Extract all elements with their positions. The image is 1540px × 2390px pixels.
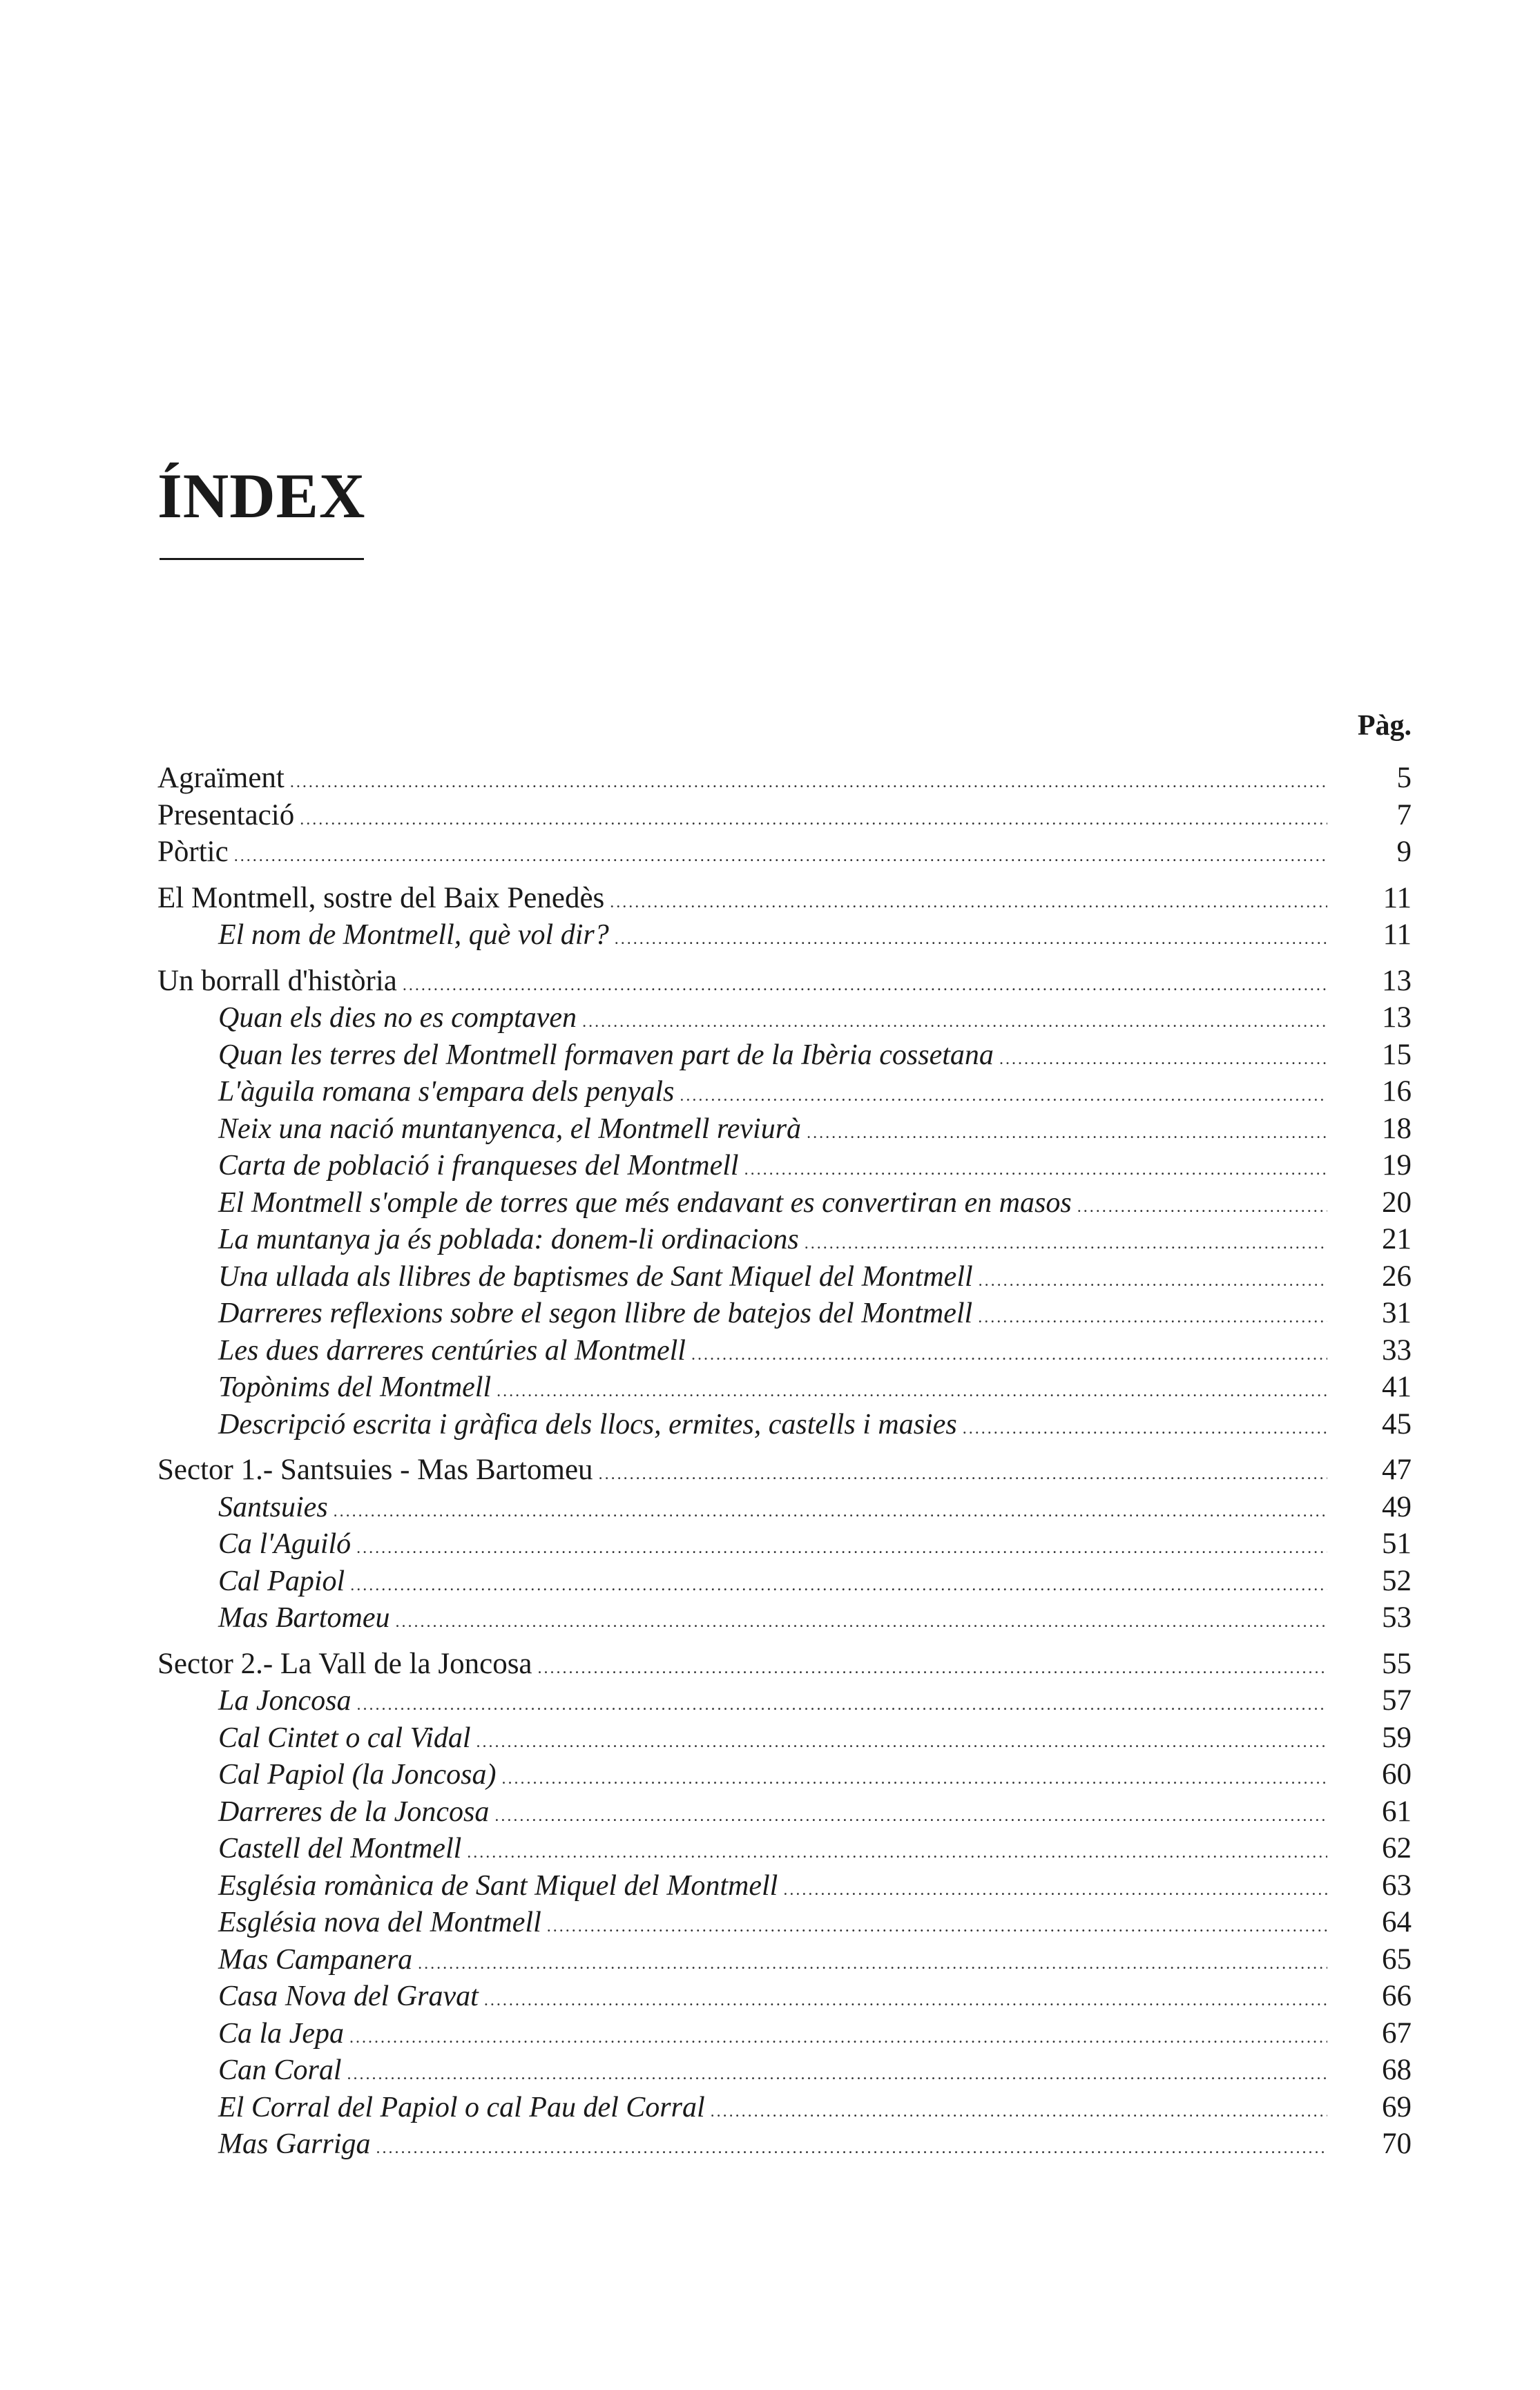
toc-entry-label: Ca la Jepa — [218, 2017, 344, 2050]
dot-leader — [978, 1300, 1327, 1337]
dot-leader — [711, 2094, 1327, 2131]
toc-entry-label: El nom de Montmell, què vol dir? — [218, 919, 609, 951]
toc-entry-label: Mas Campanera — [218, 1943, 413, 1976]
toc-subentry — [157, 1978, 1412, 2015]
dot-leader — [538, 1650, 1327, 1688]
toc-page-number: 61 — [1382, 1795, 1412, 1828]
dot-leader — [484, 1983, 1327, 2020]
toc-page-number: 16 — [1382, 1075, 1412, 1108]
toc-entry-label: Les dues darreres centúries al Montmell — [218, 1334, 686, 1367]
toc-entry-label: Quan les terres del Montmell formaven part de la Ibèria cossetana — [218, 1039, 994, 1071]
toc-page-number: 31 — [1382, 1297, 1412, 1329]
toc-entry-label: Darreres reflexions sobre el segon llibre de batejos del Montmell — [218, 1298, 973, 1329]
toc-subentry — [157, 2015, 1412, 2052]
table-of-contents — [157, 760, 1412, 2163]
toc-entry-label: La Joncosa — [218, 1685, 352, 1717]
toc-subentry — [157, 1332, 1412, 1369]
toc-subentry — [157, 1756, 1412, 1793]
toc-entry-label: Quan els dies no es comptaven — [218, 1002, 577, 1034]
toc-subentry — [157, 1406, 1412, 1443]
dot-leader — [805, 1226, 1327, 1263]
dot-leader — [1077, 1189, 1327, 1226]
toc-entry-label: La muntanya ja és poblada: donem-li ordinacions — [218, 1224, 799, 1255]
toc-subentry — [157, 1904, 1412, 1941]
toc-entry-label: Mas Garriga — [218, 2128, 371, 2160]
toc-entry-label: Ca l'Aguiló — [218, 1528, 352, 1560]
toc-entry-label: Agraïment — [157, 762, 285, 794]
toc-page-number: 9 — [1396, 836, 1412, 868]
toc-page-number: 57 — [1382, 1684, 1412, 1717]
toc-entry-label: Topònims del Montmell — [218, 1371, 492, 1403]
dot-leader — [494, 1798, 1327, 1835]
toc-entry-label: Neix una nació muntanyenca, el Montmell reviurà — [218, 1112, 802, 1145]
toc-page-number: 70 — [1382, 2128, 1412, 2160]
toc-page-number: 33 — [1382, 1333, 1412, 1367]
toc-page-number: 45 — [1382, 1407, 1412, 1440]
toc-page-number: 5 — [1396, 762, 1412, 794]
toc-page-number: 19 — [1382, 1149, 1412, 1182]
page-column-header: Pàg. — [1357, 710, 1412, 742]
toc-entry-label: Presentació — [157, 798, 295, 831]
toc-page-number: 49 — [1382, 1490, 1412, 1523]
toc-page-number: 11 — [1383, 918, 1412, 951]
toc-page-number: 20 — [1382, 1186, 1412, 1219]
toc-subentry — [157, 2126, 1412, 2163]
dot-leader — [350, 1568, 1327, 1605]
toc-page-number: 51 — [1382, 1528, 1412, 1560]
toc-entry-label: Pòrtic — [157, 836, 229, 868]
toc-subentry — [157, 1184, 1412, 1222]
toc-entry-label: Un borrall d'història — [157, 964, 397, 997]
toc-page-number: 41 — [1382, 1371, 1412, 1403]
toc-page-number: 18 — [1382, 1112, 1412, 1145]
toc-page-number: 7 — [1396, 798, 1412, 831]
dot-leader — [979, 1263, 1327, 1300]
dot-leader — [501, 1761, 1327, 1798]
dot-leader — [334, 1494, 1327, 1531]
toc-entry-label: Casa Nova del Gravat — [218, 1981, 479, 2012]
toc-entry-label: Carta de població i franqueses del Montmell — [218, 1150, 739, 1182]
toc-page-number: 59 — [1382, 1721, 1412, 1754]
toc-page-number: 64 — [1382, 1906, 1412, 1938]
dot-leader — [999, 1041, 1327, 1079]
dot-leader — [349, 2020, 1327, 2057]
toc-entry-label: El Corral del Papiol o cal Pau del Corral — [218, 2091, 705, 2123]
toc-entry-label: Descripció escrita i gràfica dels llocs, ermites, castells i masies — [218, 1408, 957, 1440]
toc-entry-label: Mas Bartomeu — [218, 1602, 390, 1634]
toc-subentry — [157, 1073, 1412, 1110]
toc-subentry — [157, 1682, 1412, 1719]
toc-page-number: 52 — [1382, 1564, 1412, 1597]
toc-entry-label: Cal Cintet o cal Vidal — [218, 1722, 471, 1754]
toc-subentry — [157, 1037, 1412, 1074]
toc-subentry — [157, 1793, 1412, 1831]
toc-page-number: 53 — [1382, 1601, 1412, 1634]
toc-page-number: 68 — [1382, 2054, 1412, 2086]
toc-page-number: 65 — [1382, 1943, 1412, 1976]
dot-leader — [547, 1909, 1327, 1946]
toc-entry-label: Darreres de la Joncosa — [218, 1795, 490, 1828]
toc-entry-label: Santsuies — [218, 1491, 328, 1523]
toc-subentry — [157, 1941, 1412, 1978]
toc-entry-label: Castell del Montmell — [218, 1833, 462, 1864]
toc-subentry — [157, 999, 1412, 1037]
toc-page-number: 21 — [1382, 1223, 1412, 1255]
toc-page-number: 11 — [1383, 881, 1412, 914]
toc-subentry — [157, 1563, 1412, 1600]
toc-entry-label: Sector 2.- La Vall de la Joncosa — [157, 1647, 532, 1680]
toc-subentry — [157, 1830, 1412, 1867]
toc-entry — [157, 963, 1412, 1000]
toc-entry — [157, 760, 1412, 797]
toc-page-number: 69 — [1382, 2090, 1412, 2123]
toc-entry — [157, 1452, 1412, 1489]
toc-page-number: 26 — [1382, 1260, 1412, 1293]
title-underline — [160, 558, 364, 560]
dot-leader — [680, 1078, 1327, 1115]
toc-page-number: 60 — [1382, 1758, 1412, 1791]
dot-leader — [376, 2130, 1327, 2168]
toc-page-number: 63 — [1382, 1869, 1412, 1902]
toc-entry-label: El Montmell s'omple de torres que més endavant es convertiran en masos — [218, 1186, 1072, 1219]
dot-leader — [418, 1946, 1327, 1983]
dot-leader — [356, 1530, 1327, 1568]
dot-leader — [599, 1456, 1327, 1494]
toc-entry — [157, 880, 1412, 917]
toc-page-number: 55 — [1382, 1647, 1412, 1680]
toc-entry-label: Església nova del Montmell — [218, 1907, 541, 1938]
dot-leader — [807, 1115, 1327, 1153]
dot-leader — [357, 1687, 1328, 1724]
toc-page-number: 67 — [1382, 2016, 1412, 2050]
toc-subentry — [157, 1525, 1412, 1563]
toc-subentry — [157, 916, 1412, 954]
dot-leader — [783, 1872, 1327, 1909]
toc-entry-label: Església romànica de Sant Miquel del Montmell — [218, 1869, 778, 1902]
toc-entry — [157, 797, 1412, 834]
toc-subentry — [157, 1147, 1412, 1184]
toc-page-number: 66 — [1382, 1980, 1412, 2012]
toc-subentry — [157, 1221, 1412, 1258]
toc-entry-label: Cal Papiol — [218, 1565, 345, 1597]
dot-leader — [290, 764, 1327, 802]
toc-page-number: 13 — [1382, 1001, 1412, 1034]
dot-leader — [467, 1835, 1327, 1872]
dot-leader — [300, 802, 1327, 839]
toc-page-number: 47 — [1382, 1454, 1412, 1486]
toc-subentry — [157, 1719, 1412, 1757]
dot-leader — [234, 838, 1327, 876]
dot-leader — [744, 1152, 1327, 1189]
toc-subentry — [157, 2089, 1412, 2126]
toc-entry-label: Cal Papiol (la Joncosa) — [218, 1759, 497, 1791]
dot-leader — [615, 921, 1327, 958]
dot-leader — [582, 1004, 1327, 1041]
dot-leader — [395, 1604, 1327, 1641]
toc-subentry — [157, 2052, 1412, 2089]
toc-entry-label: L'àguila romana s'empara dels penyals — [218, 1076, 675, 1108]
toc-entry-label: Una ullada als llibres de baptismes de Sant Miquel del Montmell — [218, 1260, 973, 1293]
dot-leader — [403, 967, 1327, 1005]
toc-entry-label: El Montmell, sostre del Baix Penedès — [157, 881, 605, 914]
toc-subentry — [157, 1867, 1412, 1905]
toc-subentry — [157, 1369, 1412, 1406]
dot-leader — [610, 885, 1327, 922]
dot-leader — [497, 1374, 1327, 1411]
toc-entry-label: Can Coral — [218, 2054, 342, 2086]
toc-entry — [157, 1646, 1412, 1683]
toc-entry — [157, 833, 1412, 871]
toc-page-number: 13 — [1382, 964, 1412, 997]
toc-page-number: 62 — [1382, 1832, 1412, 1864]
toc-subentry — [157, 1599, 1412, 1637]
page-title: ÍNDEX — [157, 461, 366, 531]
dot-leader — [963, 1411, 1327, 1448]
dot-leader — [477, 1724, 1327, 1762]
dot-leader — [347, 2056, 1327, 2094]
toc-subentry — [157, 1110, 1412, 1148]
toc-entry-label: Sector 1.- Santsuies - Mas Bartomeu — [157, 1454, 593, 1486]
toc-page-number: 15 — [1382, 1038, 1412, 1071]
toc-subentry — [157, 1489, 1412, 1526]
toc-subentry — [157, 1295, 1412, 1332]
toc-subentry — [157, 1258, 1412, 1295]
dot-leader — [691, 1337, 1327, 1374]
